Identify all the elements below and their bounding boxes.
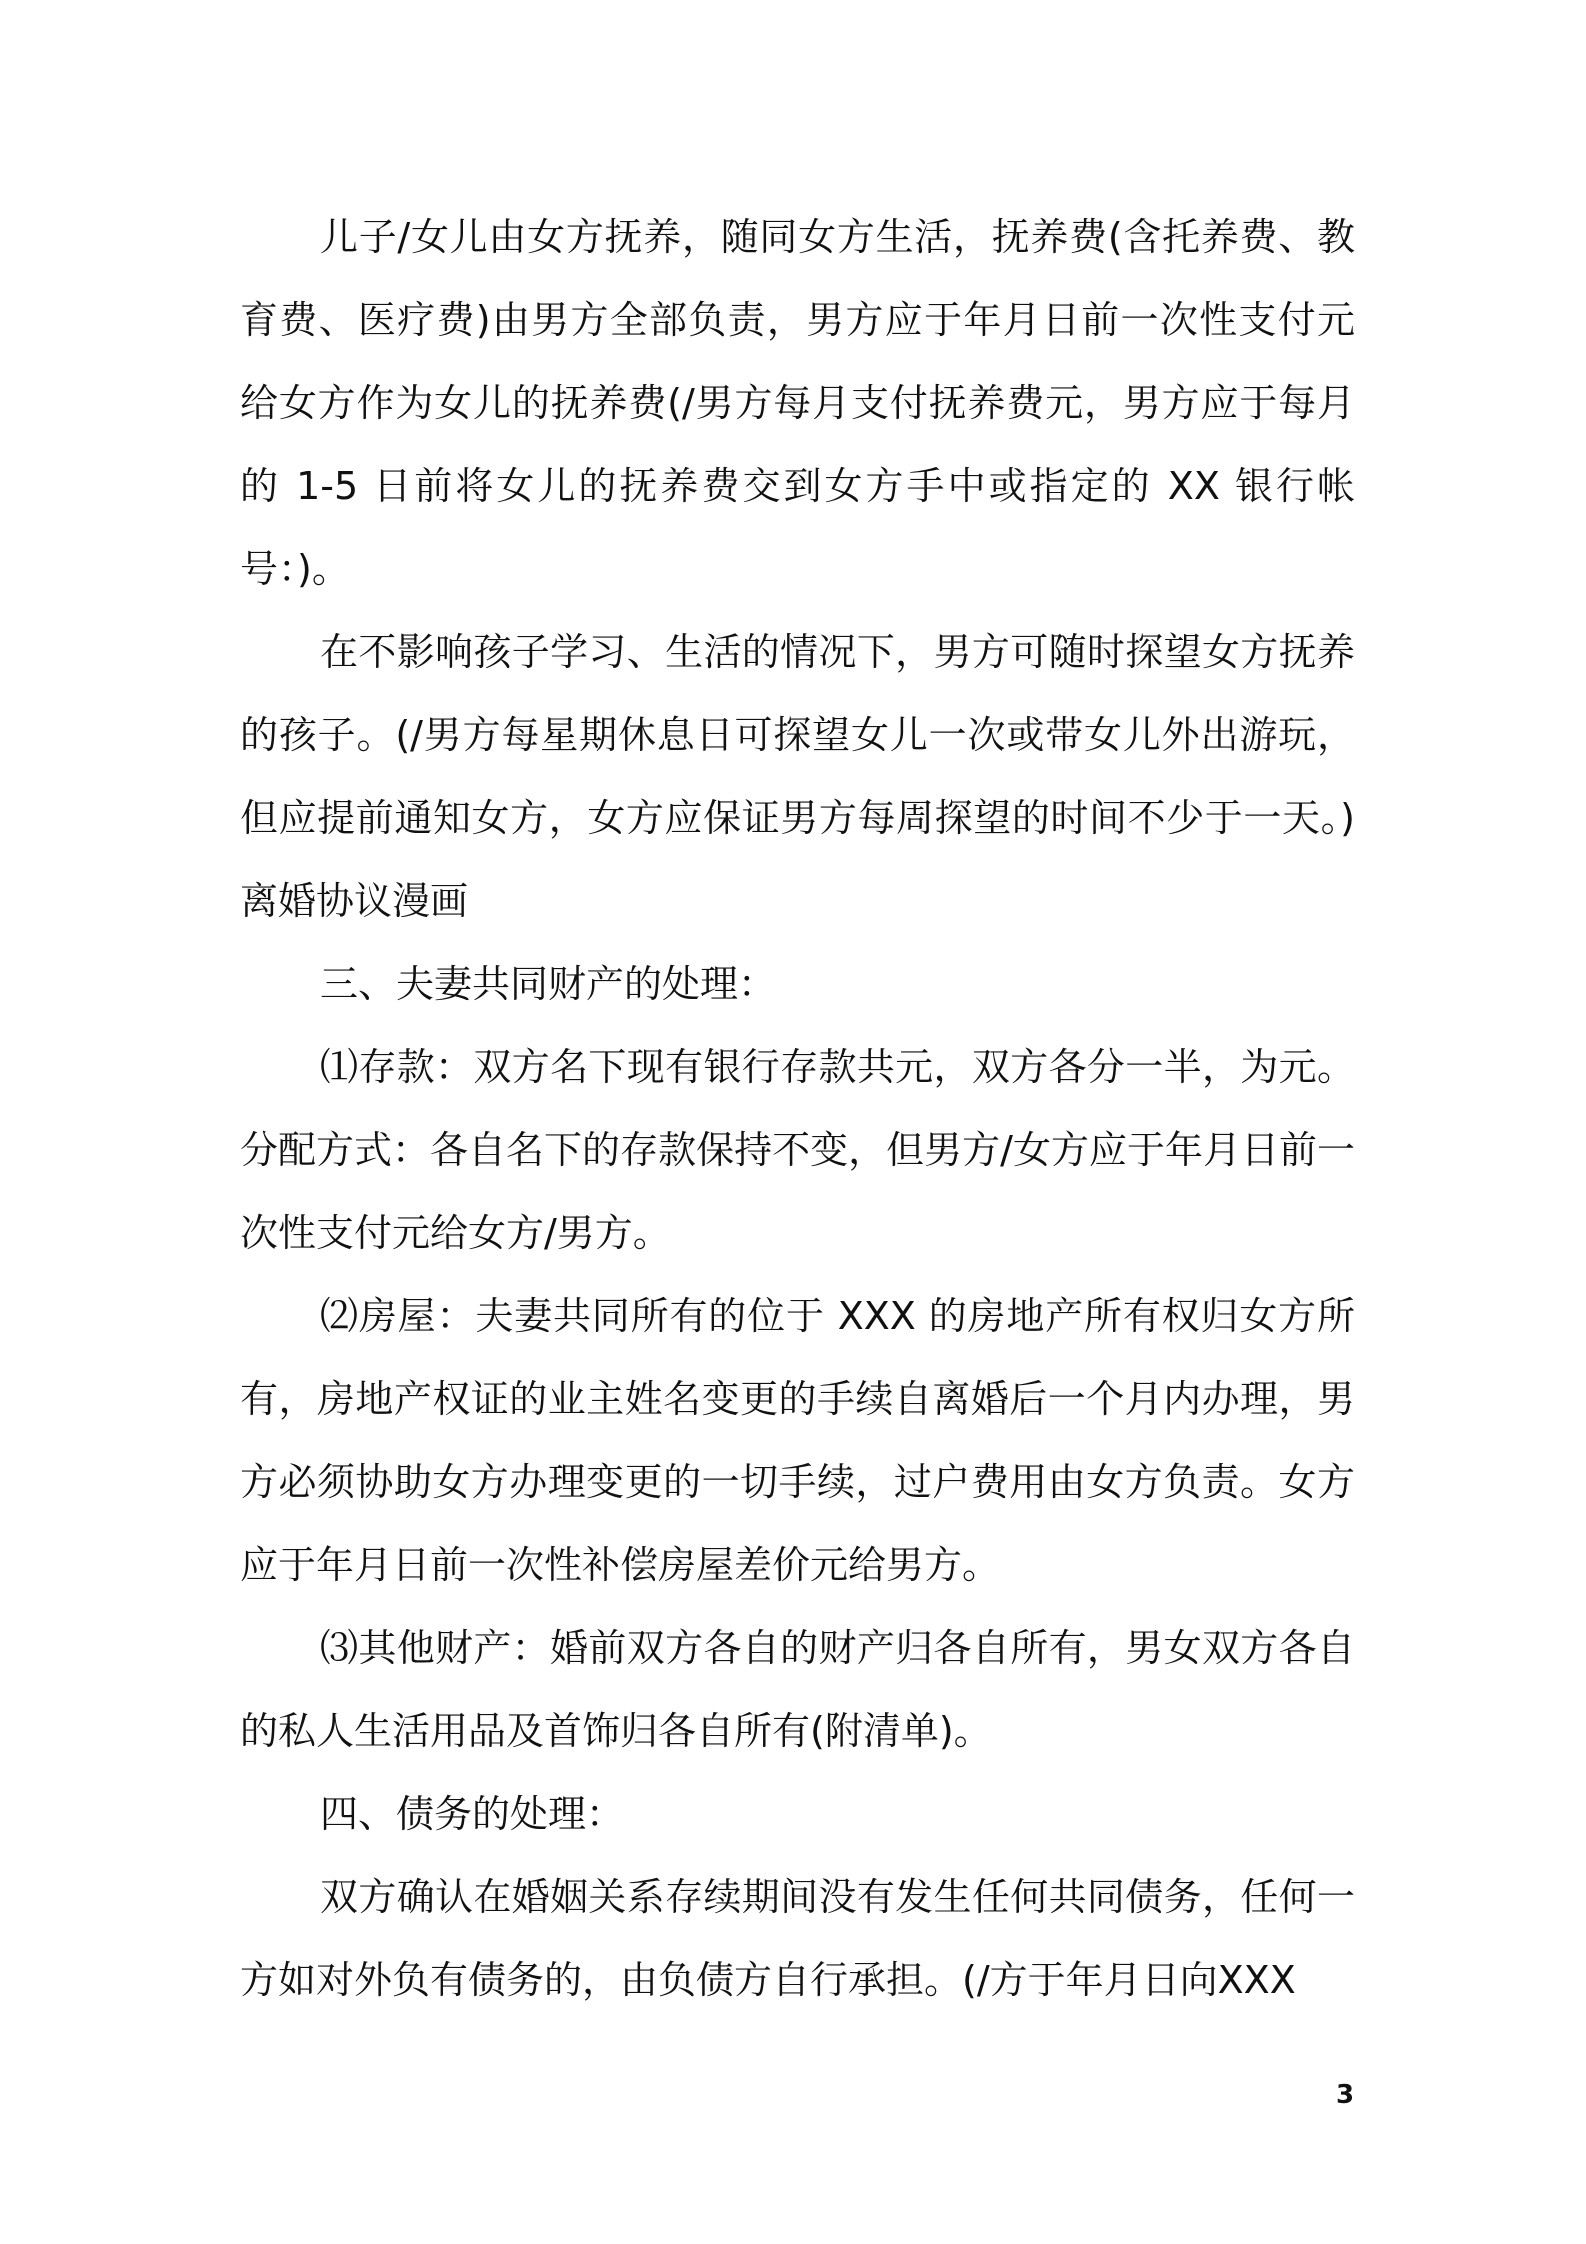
document-body — [240, 196, 1355, 2022]
paragraph-deposits: ⑴存款：双方名下现有银行存款共元，双方各分一半，为元。分配方式：各自名下的存款保持不变，但男方/女方应于年月日前一次性支付元给女方/男方。 — [240, 1045, 1355, 1255]
section-heading-debts: 四、债务的处理： — [320, 1792, 625, 1836]
page-number: 3 — [1336, 2080, 1355, 2110]
paragraph-visitation: 在不影响孩子学习、生活的情况下，男方可随时探望女方抚养的孩子。(/男方每星期休息日可探望女儿一次或带女儿外出游玩，但应提前通知女方，女方应保证男方每周探望的时间不少于一天。)离婚协议漫画 — [240, 630, 1355, 923]
paragraph-debts: 双方确认在婚姻关系存续期间没有发生任何共同债务，任何一方如对外负有债务的，由负债方自行承担。(/方于年月日向XXX — [240, 1875, 1355, 2002]
paragraph-other-property: ⑶其他财产：婚前双方各自的财产归各自所有，男女双方各自的私人生活用品及首饰归各自所有(附清单)。 — [240, 1626, 1355, 1753]
section-heading-property: 三、夫妻共同财产的处理： — [320, 962, 777, 1006]
paragraph-house: ⑵房屋：夫妻共同所有的位于 XXX 的房地产所有权归女方所有，房地产权证的业主姓名变更的手续自离婚后一个月内办理，男方必须协助女方办理变更的一切手续，过户费用由女方负责。女方应于年月日前一次性补偿房屋差价元给男方。 — [240, 1294, 1355, 1587]
paragraph-child-custody: 儿子/女儿由女方抚养，随同女方生活，抚养费(含托养费、教育费、医疗费)由男方全部负责，男方应于年月日前一次性支付元给女方作为女儿的抚养费(/男方每月支付抚养费元，男方应于每月的 1-5 日前将女儿的抚养费交到女方手中或指定的 XX 银行帐号：)。 — [240, 215, 1356, 591]
